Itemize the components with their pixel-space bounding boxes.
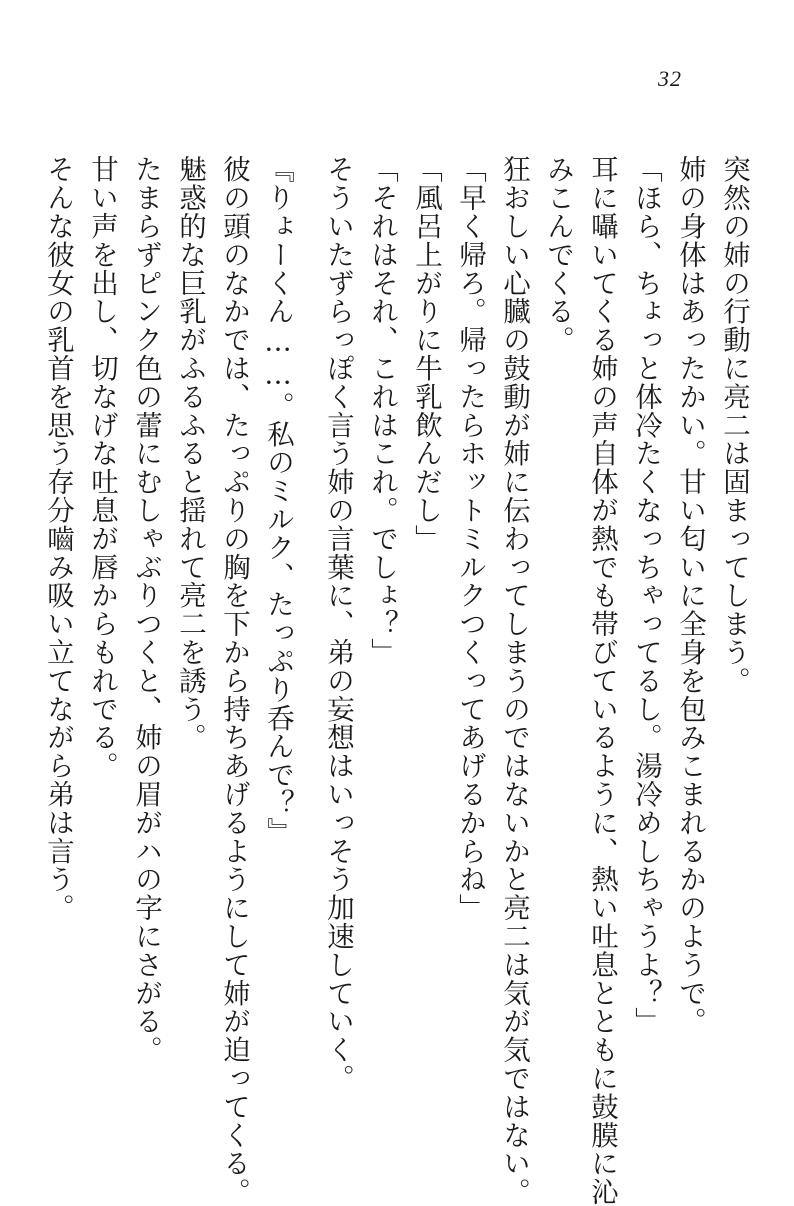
vertical-text-body (34, 155, 754, 1206)
text-line: 「早く帰ろ。帰ったらホットミルクつくってあげるからね」 (454, 155, 486, 922)
text-line: 狂おしい心臓の鼓動が姉に伝わってしまうのではないかと亮二は気が気ではない。 (498, 155, 530, 1206)
text-line: 甘い声を出し、切なげな吐息が唇からもれでる。 (86, 155, 118, 780)
text-line: 「ほら、ちょっと体冷たくなっちゃってるし。湯冷めしちゃうよ？」 (630, 155, 662, 1036)
text-line: みこんでくる。 (542, 155, 574, 354)
text-line: そういたずらっぽく言う姉の言葉に、弟の妄想はいっそう加速していく。 (322, 155, 354, 1093)
page-number: 32 (658, 66, 682, 91)
text-line: 姉の身体はあったかい。甘い匂いに全身を包みこまれるかのようで。 (674, 155, 706, 1036)
text-line: そんな彼女の乳首を思う存分嚙み吸い立てながら弟は言う。 (42, 155, 74, 922)
text-line: たまらずピンク色の蕾にむしゃぶりつくと、姉の眉がハの字にさがる。 (130, 155, 162, 1064)
text-line: 魅惑的な巨乳がふるふると揺れて亮二を誘う。 (174, 155, 206, 752)
text-line: 『りょーくん……。私のミルク、たっぷり呑んで？』 (262, 155, 294, 846)
blank-line (301, 155, 314, 1145)
text-line: 耳に囁いてくる姉の声自体が熱でも帯びているように、熱い吐息とともに鼓膜に沁 (586, 155, 618, 1206)
text-line: 「それはそれ、これはこれ。でしょ？」 (366, 155, 398, 667)
text-line: 「風呂上がりに牛乳飲んだし」 (410, 155, 442, 553)
text-line: 突然の姉の行動に亮二は固まってしまう。 (718, 155, 750, 695)
text-line: 彼の頭のなかでは、たっぷりの胸を下から持ちあげるようにして姉が迫ってくる。 (218, 155, 250, 1206)
